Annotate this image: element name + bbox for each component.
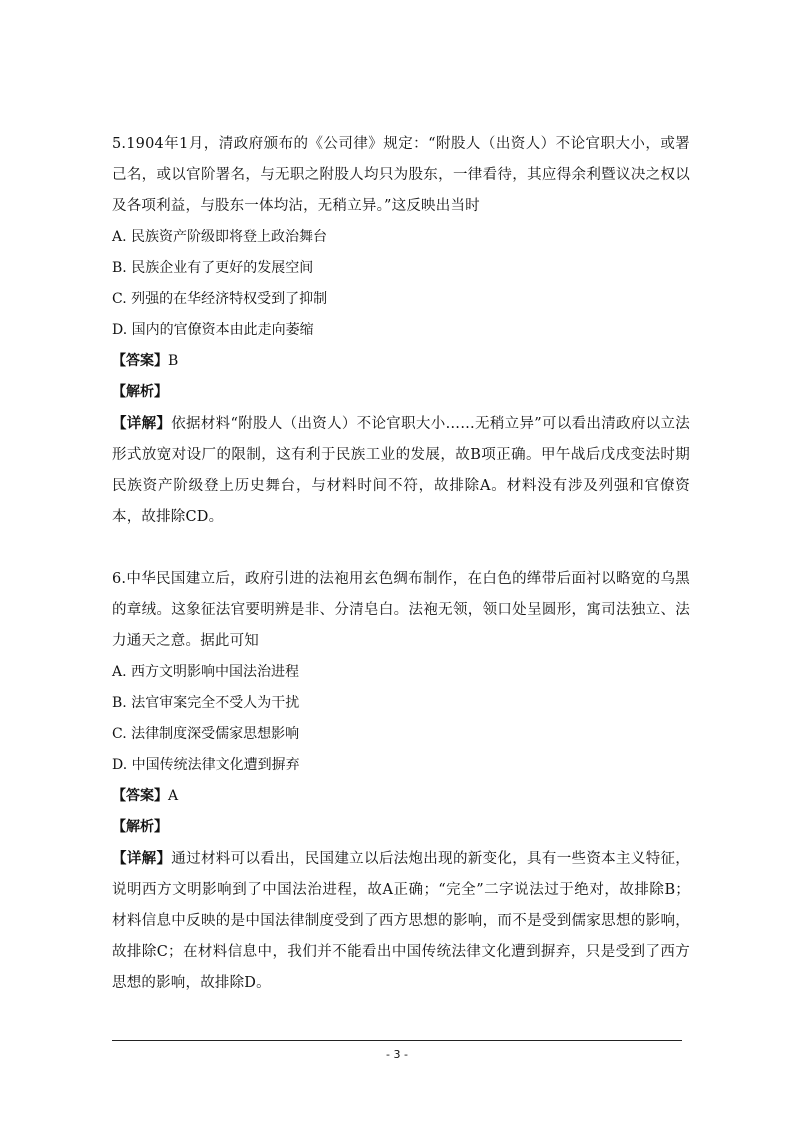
option-a: A. 民族资产阶级即将登上政治舞台 <box>112 229 328 245</box>
answer-label: 【答案】 <box>112 788 168 804</box>
detail-text: 依据材料“附股人（出资人）不论官职大小……无稍立异”可以看出清政府以立法形式放宽对设厂的限制，这有利于民族工业的发展，故B项正确。甲午战后戊戌变法时期民族资产阶级登上历史舞台，与材料时间不符，故排除A。材料没有涉及列强和官僚资本，故排除CD。 <box>112 416 690 525</box>
answer-value: A <box>168 788 179 804</box>
answer-value: B <box>168 353 179 369</box>
answer-line <box>112 781 690 812</box>
question-stem: 5.1904年1月，清政府颁布的《公司律》规定：“附股人（出资人）不论官职大小，或署己名，或以官阶署名，与无职之附股人均只为股东，一律看待，其应得余利暨议决之权以及各项利益，与股东一体均沾，无稍立异。”这反映出当时 <box>112 136 690 214</box>
question-5 <box>112 129 690 533</box>
option-d: D. 国内的官僚资本由此走向萎缩 <box>112 322 314 338</box>
option-a: A. 西方文明影响中国法治进程 <box>112 664 300 680</box>
detail-paragraph <box>112 843 690 999</box>
page-number: - 3 - <box>386 1048 408 1061</box>
analysis-label: 【解析】 <box>112 819 168 835</box>
analysis-label: 【解析】 <box>112 384 168 400</box>
detail-label: 【详解】 <box>112 415 172 432</box>
option-c: C. 列强的在华经济特权受到了抑制 <box>112 291 328 307</box>
question-6 <box>112 564 690 999</box>
question-stem: 6.中华民国建立后，政府引进的法袍用玄色绸布制作，在白色的缂带后面衬以略宽的乌黑的章绒。这象征法官要明辨是非、分清皂白。法袍无领，领口处呈圆形，寓司法独立、法力通天之意。据此可知 <box>112 571 690 649</box>
detail-paragraph <box>112 408 690 533</box>
option-b: B. 民族企业有了更好的发展空间 <box>112 260 314 276</box>
option-c: C. 法律制度深受儒家思想影响 <box>112 726 300 742</box>
footer-divider <box>112 1040 682 1041</box>
detail-label: 【详解】 <box>112 850 172 867</box>
answer-line <box>112 346 690 377</box>
answer-label: 【答案】 <box>112 353 168 369</box>
option-d: D. 中国传统法律文化遭到摒弃 <box>112 757 300 773</box>
detail-text: 通过材料可以看出，民国建立以后法炮出现的新变化，具有一些资本主义特征，说明西方文明影响到了中国法治进程，故A正确；“完全”二字说法过于绝对，故排除B；材料信息中反映的是中国法律制度受到了西方思想的影响，而不是受到儒家思想的影响，故排除C；在材料信息中，我们并不能看出中国传统法律文化遭到摒弃，只是受到了西方思想的影响，故排除D。 <box>112 851 690 991</box>
option-b: B. 法官审案完全不受人为干扰 <box>112 695 300 711</box>
